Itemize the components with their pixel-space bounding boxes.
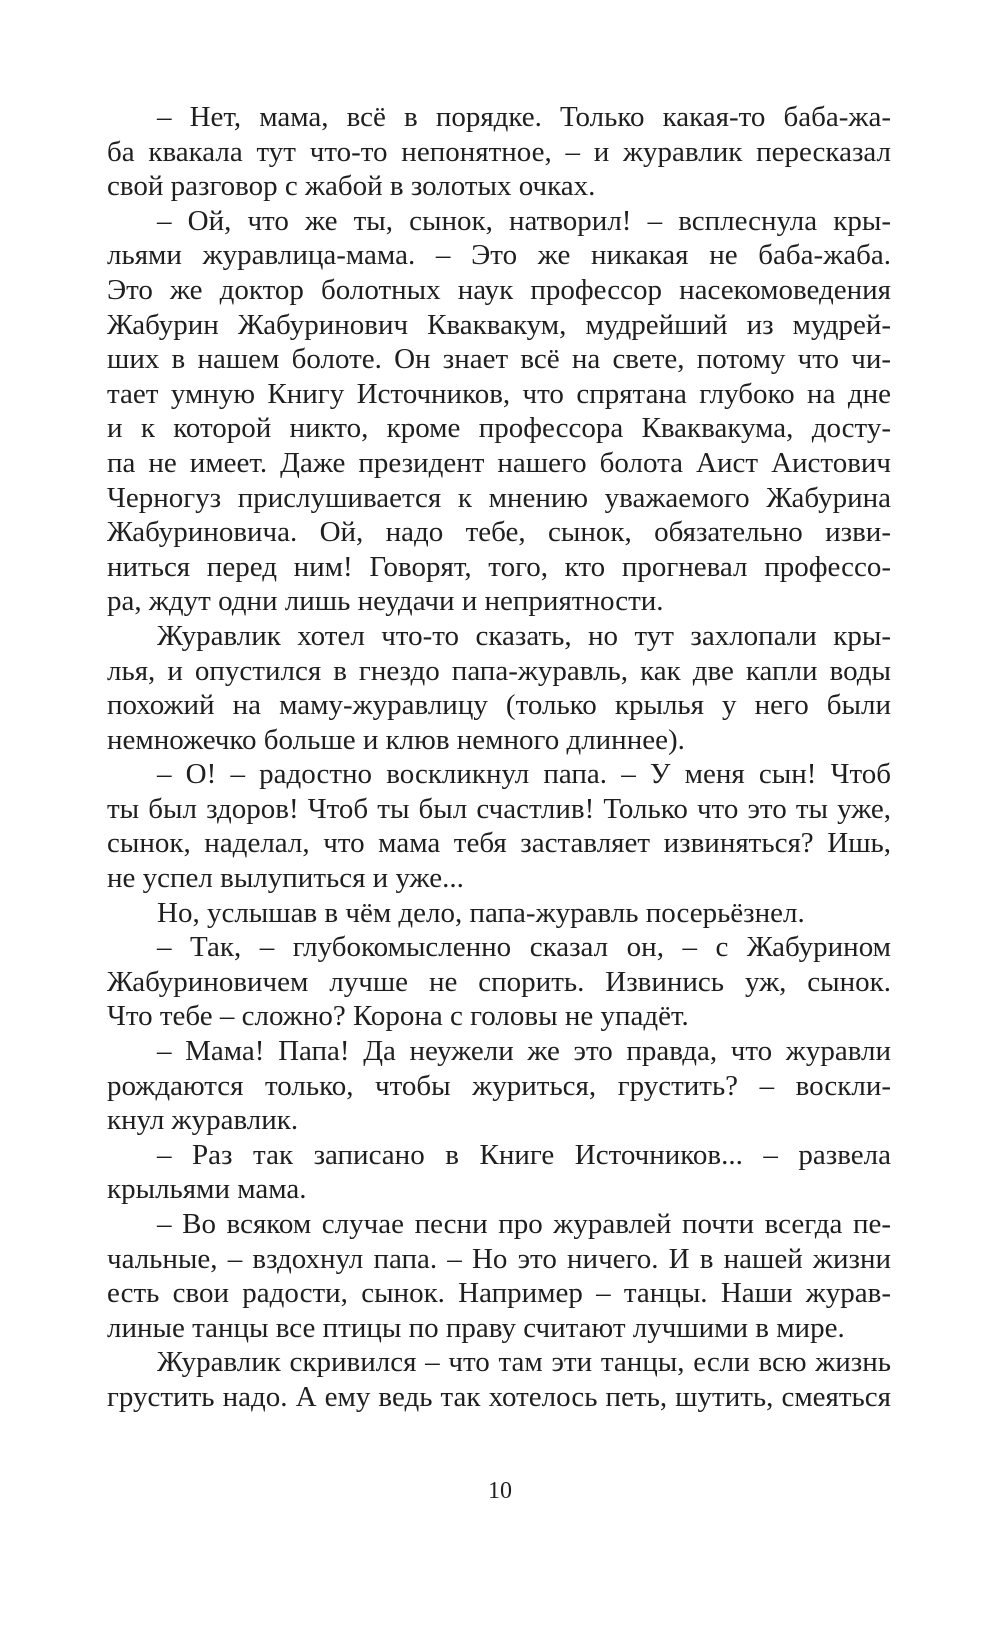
text-line: ба квакала тут что-то непонятное, – и журавлик пересказал [107, 135, 891, 168]
text-line: линые танцы все птицы по праву считают лучшими в мире. [107, 1311, 845, 1344]
page-body [107, 100, 891, 1415]
text-line: не успел вылупиться и уже... [107, 862, 464, 895]
text-line: ра, ждут одни лишь неудачи и неприятности. [107, 585, 664, 618]
text-line: Жабуриновича. Ой, надо тебе, сынок, обязательно изви- [107, 516, 891, 549]
text-line: ших в нашем болоте. Он знает всё на свете, потому что чи- [107, 343, 891, 376]
text-line: – О! – радостно воскликнул папа. – У меня сын! Чтоб [157, 758, 891, 791]
text-line: рождаются только, чтобы журиться, грустить? – воскли- [107, 1069, 891, 1102]
text-line: – Мама! Папа! Да неужели же это правда, что журавли [157, 1035, 891, 1068]
text-line: Черногуз прислушивается к мнению уважаемого Жабурина [107, 481, 891, 514]
text-line: немножечко больше и клюв немного длиннее). [107, 723, 685, 756]
text-line: сынок, наделал, что мама тебя заставляет извиняться? Ишь, [107, 827, 891, 860]
text-line: – Раз так записано в Книге Источников... – развела [157, 1138, 891, 1171]
text-line: лья, и опустился в гнездо папа-журавль, как две капли воды [107, 654, 891, 687]
text-line: Жабурин Жабуринович Кваквакум, мудрейший из мудрей- [107, 308, 891, 341]
text-line: похожий на маму-журавлицу (только крылья у него были [107, 689, 891, 722]
text-line: свой разговор с жабой в золотых очках. [107, 170, 596, 203]
text-line: и к которой никто, кроме профессора Кваквакума, досту- [107, 412, 891, 445]
text-line: Но, услышав в чём дело, папа-журавль посерьёзнел. [157, 896, 805, 929]
text-line: – Ой, что же ты, сынок, натворил! – всплеснула кры- [157, 204, 891, 237]
text-line: ты был здоров! Чтоб ты был счастлив! Только что это ты уже, [107, 792, 891, 825]
text-line: тает умную Книгу Источников, что спрятана глубоко на дне [107, 377, 891, 410]
text-line: Что тебе – сложно? Корона с головы не упадёт. [107, 1000, 689, 1033]
text-line: – Так, – глубокомысленно сказал он, – с Жабурином [157, 931, 891, 964]
text-line: па не имеет. Даже президент нашего болота Аист Аистович [107, 446, 891, 479]
text-line: есть свои радости, сынок. Например – танцы. Наши журав- [107, 1277, 891, 1310]
text-line: кнул журавлик. [107, 1104, 299, 1137]
text-line: грустить надо. А ему ведь так хотелось петь, шутить, смеяться [107, 1380, 891, 1413]
text-line: ниться перед ним! Говорят, того, кто прогневал профессо- [107, 550, 891, 583]
text-line: Журавлик скривился – что там эти танцы, если всю жизнь [157, 1346, 891, 1379]
text-line: – Во всяком случае песни про журавлей почти всегда пе- [157, 1208, 891, 1240]
text-line: Жабуриновичем лучше не спорить. Извинись уж, сынок. [107, 965, 891, 998]
text-line: крыльями мама. [107, 1173, 307, 1206]
text-line: – Нет, мама, всё в порядке. Только какая-то баба-жа- [157, 101, 891, 133]
text-line: Журавлик хотел что-то сказать, но тут захлопали кры- [157, 619, 891, 652]
text-line: чальные, – вздохнул папа. – Но это ничего. И в нашей жизни [107, 1242, 891, 1275]
page-number: 10 [488, 1478, 512, 1504]
text-line: Это же доктор болотных наук профессор насекомоведения [107, 273, 891, 306]
text-line: льями журавлица-мама. – Это же никакая не баба-жаба. [107, 239, 891, 272]
